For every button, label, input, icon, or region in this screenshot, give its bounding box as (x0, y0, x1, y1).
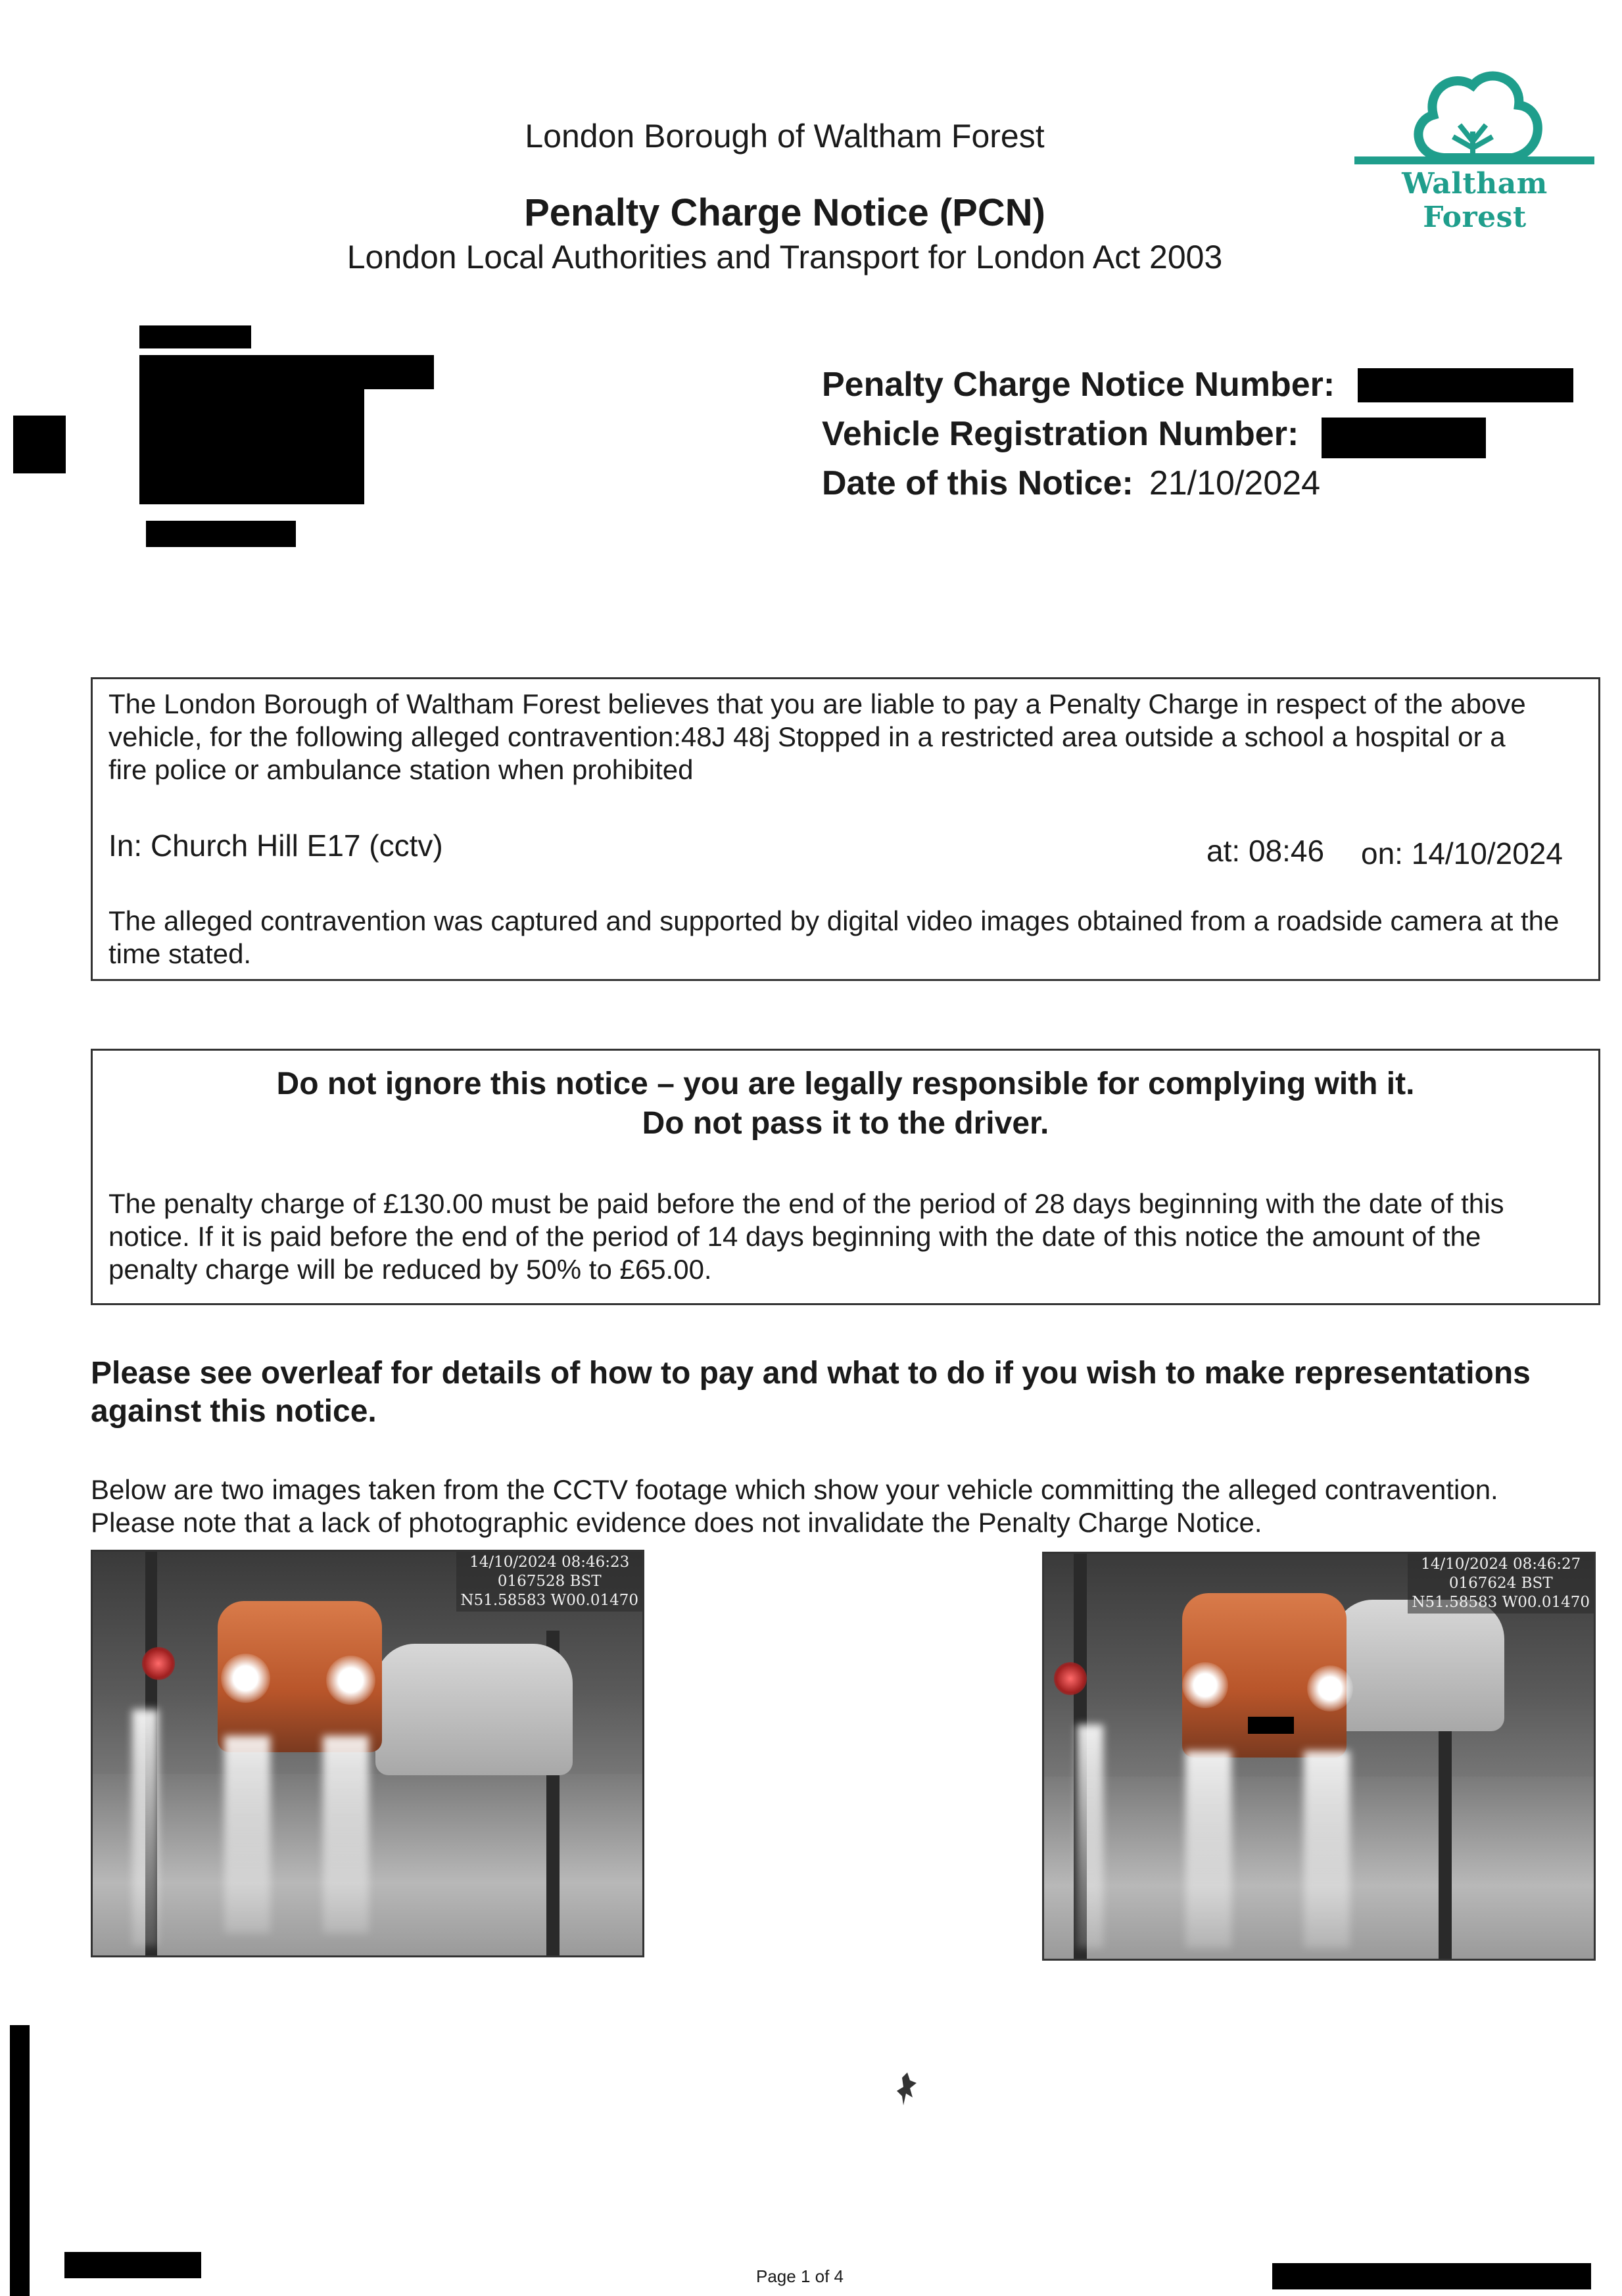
date-row (1361, 836, 1563, 871)
evidence-text-line: time stated. (108, 938, 252, 969)
contravention-date-value: 14/10/2024 (1411, 836, 1563, 871)
date-row (822, 464, 1320, 503)
redacted-address-line (146, 521, 296, 547)
council-name: London Borough of Waltham Forest (525, 118, 1045, 155)
contravention-text-line: The London Borough of Waltham Forest believes that you are liable to pay a Penalty Charge in respect of the above (108, 688, 1526, 719)
warning-heading: Do not ignore this notice – you are legally responsible for complying with it. (276, 1066, 1415, 1101)
payment-text-line: penalty charge will be reduced by 50% to £65.00. (108, 1254, 712, 1285)
pcn-number-label: Penalty Charge Notice Number: (822, 366, 1335, 404)
cctv-coordinates: N51.58583 W00.01470 (460, 1592, 638, 1609)
logo-text: Waltham Forest (1402, 167, 1548, 234)
cctv-timestamp: 14/10/2024 08:46:27 (1421, 1556, 1581, 1573)
cctv-timestamp: 14/10/2024 08:46:23 (469, 1554, 630, 1571)
redacted-address-block (139, 355, 434, 389)
time-value: 08:46 (1248, 834, 1325, 868)
cctv-coordinates: N51.58583 W00.01470 (1412, 1594, 1590, 1611)
redacted-margin-bar (10, 2025, 30, 2296)
cctv-frame: 0167624 BST (1448, 1575, 1553, 1592)
page-number: Page 1 of 4 (756, 2266, 844, 2286)
notice-title: Penalty Charge Notice (PCN) (524, 191, 1045, 234)
cctv-intro-line: Please note that a lack of photographic evidence does not invalidate the Penalty Charge Notice. (91, 1507, 1262, 1538)
time-row (1206, 834, 1324, 868)
cctv-intro-line: Below are two images taken from the CCTV footage which show your vehicle committing the alleged contravention. (91, 1474, 1498, 1505)
vrn-label: Vehicle Registration Number: (822, 415, 1299, 453)
redacted-address-block (139, 389, 364, 504)
notice-act: London Local Authorities and Transport for London Act 2003 (346, 239, 1223, 275)
redacted-mark (13, 416, 66, 473)
cctv-image-1 (91, 1550, 644, 1957)
redacted-footer-right (1272, 2263, 1591, 2289)
warning-subheading: Do not pass it to the driver. (642, 1106, 1049, 1141)
overleaf-instruction: Please see overleaf for details of how to pay and what to do if you wish to make representations (91, 1356, 1531, 1391)
contravention-date-label: on: (1361, 836, 1403, 871)
cctv-frame: 0167528 BST (497, 1573, 602, 1590)
scan-speck (894, 2071, 920, 2117)
date-label: Date of this Notice: (822, 464, 1133, 502)
evidence-text-line: The alleged contravention was captured and supported by digital video images obtained from a roadside camera at the (108, 905, 1560, 936)
redacted-pcn-number (1358, 368, 1573, 402)
redacted-footer-left (64, 2252, 201, 2278)
location-label: In: (108, 828, 143, 863)
redacted-address-line (139, 325, 251, 348)
payment-text-line: The penalty charge of £130.00 must be paid before the end of the period of 28 days beginning with the date of this (108, 1188, 1504, 1219)
payment-text-line: notice. If it is paid before the end of the period of 14 days beginning with the date of this notice the amount of the (108, 1221, 1481, 1252)
contravention-text-line: fire police or ambulance station when prohibited (108, 754, 694, 785)
redacted-vrn (1322, 418, 1486, 458)
location-value: Church Hill E17 (cctv) (150, 828, 443, 863)
contravention-text-line: vehicle, for the following alleged contravention:48J 48j Stopped in a restricted area outside a school a hospital or a (108, 721, 1506, 752)
cctv-image-2 (1042, 1552, 1596, 1961)
location-row (108, 828, 443, 863)
time-label: at: (1206, 834, 1241, 868)
pcn-number-row (822, 365, 1335, 404)
date-value: 21/10/2024 (1149, 464, 1321, 502)
overleaf-instruction: against this notice. (91, 1394, 377, 1429)
vrn-row (822, 414, 1299, 454)
